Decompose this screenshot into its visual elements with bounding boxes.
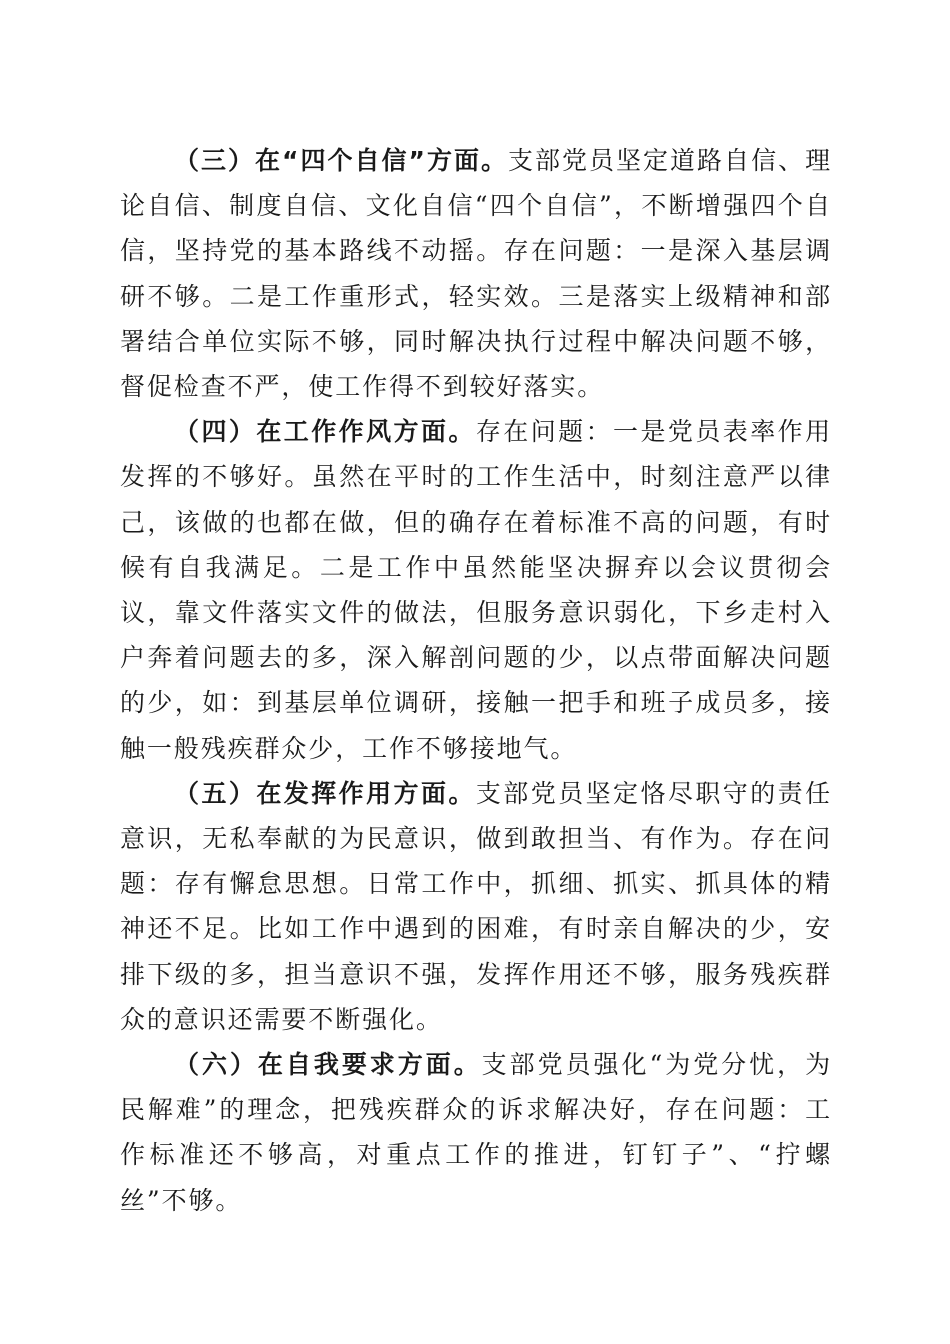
paragraph-three-heading: （三）在“四个自信”方面。 <box>174 146 508 175</box>
paragraph-five <box>120 771 832 1042</box>
paragraph-five-body: 支部党员坚定恪尽职守的责任意识，无私奉献的为民意识，做到敢担当、有作为。存在问题：存有懈怠思想。日常工作中，抓细、抓实、抓具体的精神还不足。比如工作中遇到的困难，有时亲自解决的少，安排下级的多，担当意识不强，发挥作用还不够，服务残疾群众的意识还需要不断强化。 <box>120 778 832 1034</box>
paragraph-four-heading: （四）在工作作风方面。 <box>174 417 476 447</box>
document-body <box>120 138 832 1223</box>
paragraph-four-body: 存在问题：一是党员表率作用发挥的不够好。虽然在平时的工作生活中，时刻注意严以律己，该做的也都在做，但的确存在着标准不高的问题，有时候有自我满足。二是工作中虽然能坚决摒弃以会议贯彻会议，靠文件落实文件的做法，但服务意识弱化，下乡走村入户奔着问题去的多，深入解剖问题的少，以点带面解决问题的少，如：到基层单位调研，接触一把手和班子成员多，接触一般残疾群众少，工作不够接地气。 <box>120 417 832 763</box>
paragraph-three <box>120 138 832 409</box>
paragraph-six-heading: （六）在自我要求方面。 <box>174 1050 482 1080</box>
paragraph-five-heading: （五）在发挥作用方面。 <box>174 778 476 808</box>
paragraph-four <box>120 409 832 771</box>
paragraph-six <box>120 1042 832 1223</box>
paragraph-three-body: 支部党员坚定道路自信、理论自信、制度自信、文化自信“四个自信”，不断增强四个自信，坚持党的基本路线不动摇。存在问题：一是深入基层调研不够。二是工作重形式，轻实效。三是落实上级精神和部署结合单位实际不够，同时解决执行过程中解决问题不够，督促检查不严，使工作得不到较好落实。 <box>120 146 832 402</box>
paragraph-six-body: 支部党员强化“为党分忧，为民解难”的理念，把残疾群众的诉求解决好，存在问题：工作标准还不够高，对重点工作的推进，钉钉子”、“拧螺丝”不够。 <box>120 1050 832 1215</box>
